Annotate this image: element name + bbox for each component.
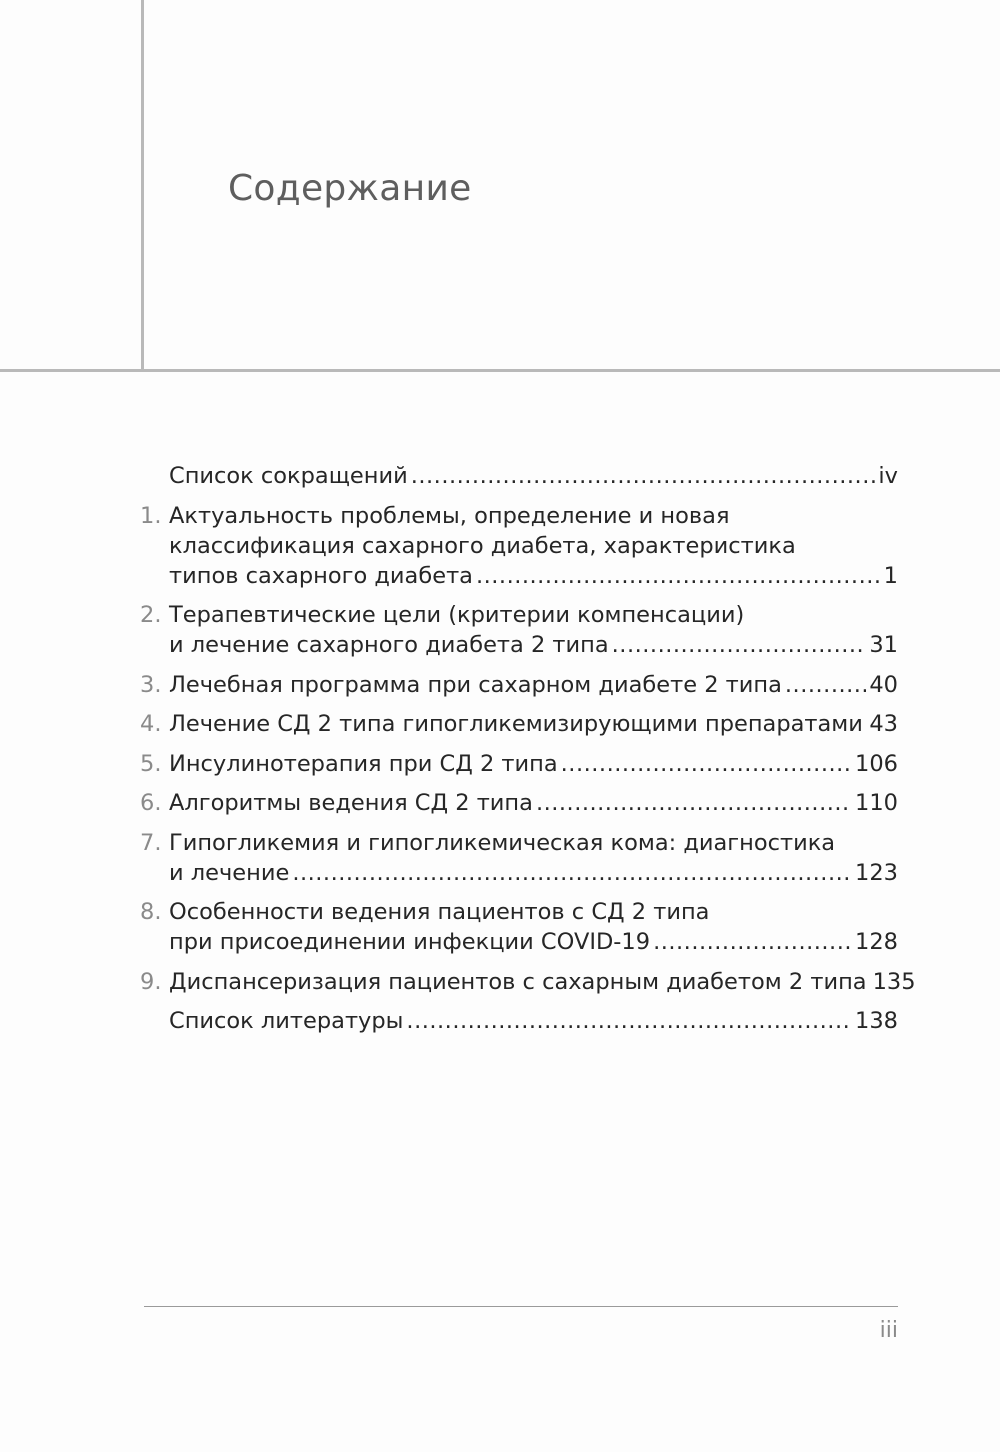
header-horizontal-rule xyxy=(0,369,1000,372)
toc-entry-row xyxy=(169,709,898,739)
toc-entry-text: Диспансеризация пациентов с сахарным диабетом 2 типа xyxy=(169,968,867,995)
toc-entry-text: Гипогликемия и гипогликемическая кома: диагностика xyxy=(169,829,836,856)
toc-entry-row xyxy=(169,749,898,779)
toc-entry[interactable] xyxy=(140,828,898,888)
toc-entry-number: 2. xyxy=(140,602,162,628)
footer-rule xyxy=(144,1306,898,1307)
toc-entry-text: Особенности ведения пациентов с СД 2 типа xyxy=(169,899,710,925)
toc-entry-text: типов сахарного диабета xyxy=(169,562,473,589)
toc-entry-number: 9. xyxy=(140,968,162,995)
dot-leader xyxy=(476,561,881,591)
toc-entry-page: 106 xyxy=(855,750,898,777)
toc-entry-row xyxy=(169,630,898,660)
toc-entry-text: Лечебная программа при сахарном диабете 2 типа xyxy=(169,671,782,698)
toc-entry-page: 31 xyxy=(869,632,898,658)
page-title: Содержание xyxy=(228,168,472,209)
toc-entry-text: и лечение xyxy=(169,859,290,886)
toc-entry[interactable] xyxy=(140,788,898,818)
toc-entry-row xyxy=(169,1006,898,1036)
header-vertical-rule xyxy=(141,0,144,370)
dot-leader xyxy=(612,630,867,660)
toc-entry-row xyxy=(169,967,916,997)
toc-entry[interactable] xyxy=(140,600,898,660)
toc-entry-row xyxy=(169,561,898,591)
table-of-contents xyxy=(140,461,916,1046)
toc-entry-page: 40 xyxy=(869,671,898,698)
toc-entry[interactable] xyxy=(140,461,898,491)
toc-entry-row xyxy=(169,670,898,700)
footer-page-number: iii xyxy=(879,1318,898,1343)
toc-entry-number: 8. xyxy=(140,899,162,925)
toc-entry[interactable] xyxy=(140,670,898,700)
toc-entry-text: Актуальность проблемы, определение и новая xyxy=(169,502,730,529)
toc-entry-row xyxy=(169,858,898,888)
toc-entry-number: 4. xyxy=(140,711,162,737)
toc-entry-number: 1. xyxy=(140,502,162,529)
toc-entry-page: iv xyxy=(878,463,898,489)
dot-leader xyxy=(406,1006,852,1036)
toc-entry-number: 5. xyxy=(140,750,162,777)
toc-entry-text: Инсулинотерапия при СД 2 типа xyxy=(169,750,558,777)
toc-entry-row xyxy=(169,927,898,957)
toc-entry-page: 135 xyxy=(872,968,916,995)
toc-entry-text: Лечение СД 2 типа гипогликемизирующими препаратами xyxy=(169,711,863,737)
toc-entry-number: 7. xyxy=(140,829,162,856)
toc-entry-page: 138 xyxy=(855,1008,898,1034)
toc-entry[interactable] xyxy=(140,897,898,957)
toc-entry[interactable] xyxy=(140,1006,898,1036)
toc-entry[interactable] xyxy=(140,967,916,997)
toc-entry-page: 123 xyxy=(855,859,898,886)
toc-entry-number: 3. xyxy=(140,671,162,698)
dot-leader xyxy=(536,788,852,818)
dot-leader xyxy=(292,858,852,888)
toc-entry-page: 128 xyxy=(855,929,898,955)
toc-entry[interactable] xyxy=(140,709,898,739)
toc-entry-page: 1 xyxy=(883,562,898,589)
toc-entry-text: классификация сахарного диабета, характеристика xyxy=(169,532,796,559)
toc-entry-text: Терапевтические цели (критерии компенсации) xyxy=(169,602,745,628)
toc-entry-text: и лечение сахарного диабета 2 типа xyxy=(169,632,609,658)
toc-entry-number: 6. xyxy=(140,790,162,816)
toc-entry[interactable] xyxy=(140,501,898,591)
toc-entry-row xyxy=(169,461,898,491)
dot-leader xyxy=(785,670,866,700)
toc-entry-text: Алгоритмы ведения СД 2 типа xyxy=(169,790,533,816)
dot-leader xyxy=(653,927,852,957)
dot-leader xyxy=(561,749,852,779)
dot-leader xyxy=(411,461,876,491)
toc-entry-page: 110 xyxy=(855,790,898,816)
toc-entry-text: Список сокращений xyxy=(169,463,408,489)
toc-entry-page: 43 xyxy=(869,711,898,737)
toc-entry-row xyxy=(169,788,898,818)
toc-entry-text: Список литературы xyxy=(169,1008,404,1034)
toc-entry[interactable] xyxy=(140,749,898,779)
toc-entry-text: при присоединении инфекции COVID-19 xyxy=(169,929,651,955)
